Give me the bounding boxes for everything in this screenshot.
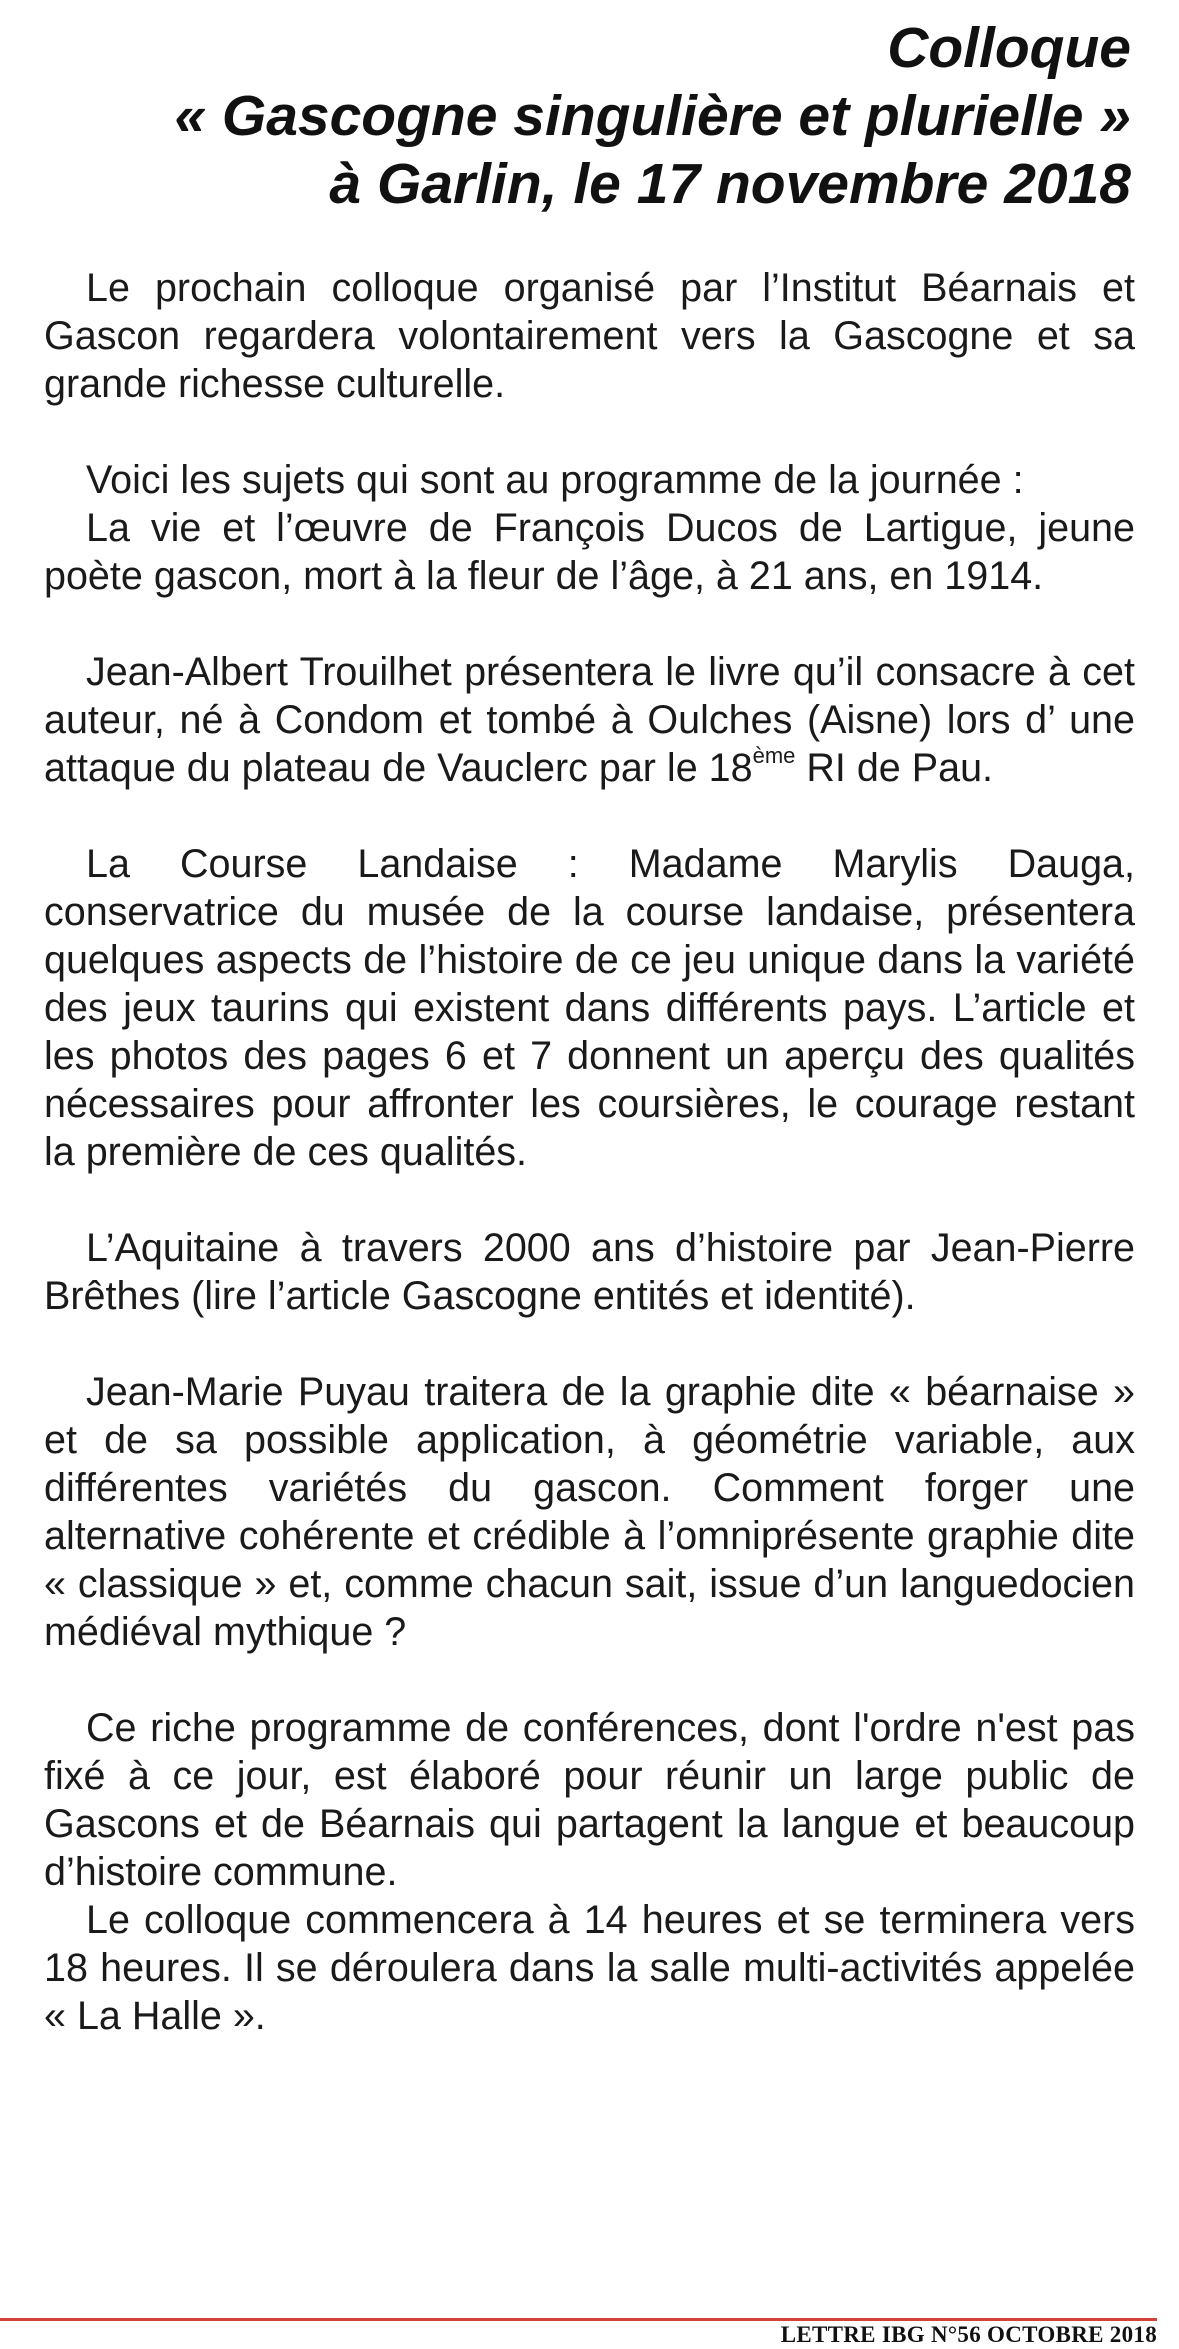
paragraph-course-landaise: La Course Landaise : Madame Marylis Dauga, conservatrice du musée de la course landaise, présentera quelques aspects de l’histoire de ce jeu unique dans la variété des jeux taurins qui existent dans différents pays. L’article et les photos des pages 6 et 7 donnent un aperçu des qualités nécessaires pour affronter les coursières, le courage restant la première de ces qualités. (44, 842, 1135, 1174)
paragraph-intro: Le prochain colloque organisé par l’Institut Béarnais et Gascon regardera volontairement vers la Gascogne et sa grande richesse culturelle. (44, 266, 1135, 406)
article-body (44, 264, 1135, 2040)
paragraph-programme: Ce riche programme de conférences, dont l'ordre n'est pas fixé à ce jour, est élaboré pour réunir un large public de Gascons et de Béarnais qui partagent la langue et beaucoup d’histoire commune. (44, 1706, 1135, 1894)
title-line-3: à Garlin, le 17 novembre 2018 (329, 152, 1131, 216)
paragraph-trouilhet-end: RI de Pau. (795, 746, 994, 790)
paragraph-schedule: Le colloque commencera à 14 heures et se terminera vers 18 heures. Il se déroulera dans la salle multi-activités appelée « La Halle ». (44, 1898, 1135, 2038)
footer-rule (0, 2318, 1157, 2321)
title-line-2: « Gascogne singulière et plurielle » (174, 84, 1131, 148)
paragraph-trouilhet-text: Jean-Albert Trouilhet présentera le livre qu’il consacre à cet auteur, né à Condom et tombé à Oulches (Aisne) lors d’ une attaque du plateau de Vauclerc par le 18 (44, 650, 1135, 790)
footer-text: LETTRE IBG N°56 OCTOBRE 2018 (780, 2322, 1157, 2347)
paragraph-trouilhet (44, 648, 1135, 792)
paragraph-aquitaine: L’Aquitaine à travers 2000 ans d’histoire par Jean-Pierre Brêthes (lire l’article Gascogne entités et identité). (44, 1226, 1135, 1318)
paragraph-program-intro: Voici les sujets qui sont au programme de la journée : (86, 458, 1024, 502)
title-line-1: Colloque (887, 16, 1131, 80)
superscript-eme: ème (752, 743, 796, 768)
paragraph-ducos: La vie et l’œuvre de François Ducos de Lartigue, jeune poète gascon, mort à la fleur de l’âge, à 21 ans, en 1914. (44, 506, 1135, 598)
paragraph-puyau: Jean-Marie Puyau traitera de la graphie dite « béarnaise » et de sa possible application, à géométrie variable, aux différentes variétés du gascon. Comment forger une alternative cohérente et crédible à l’omniprésente graphie dite « classique » et, comme chacun sait, issue d’un languedocien médiéval mythique ? (44, 1370, 1135, 1654)
article-title (44, 0, 1135, 218)
